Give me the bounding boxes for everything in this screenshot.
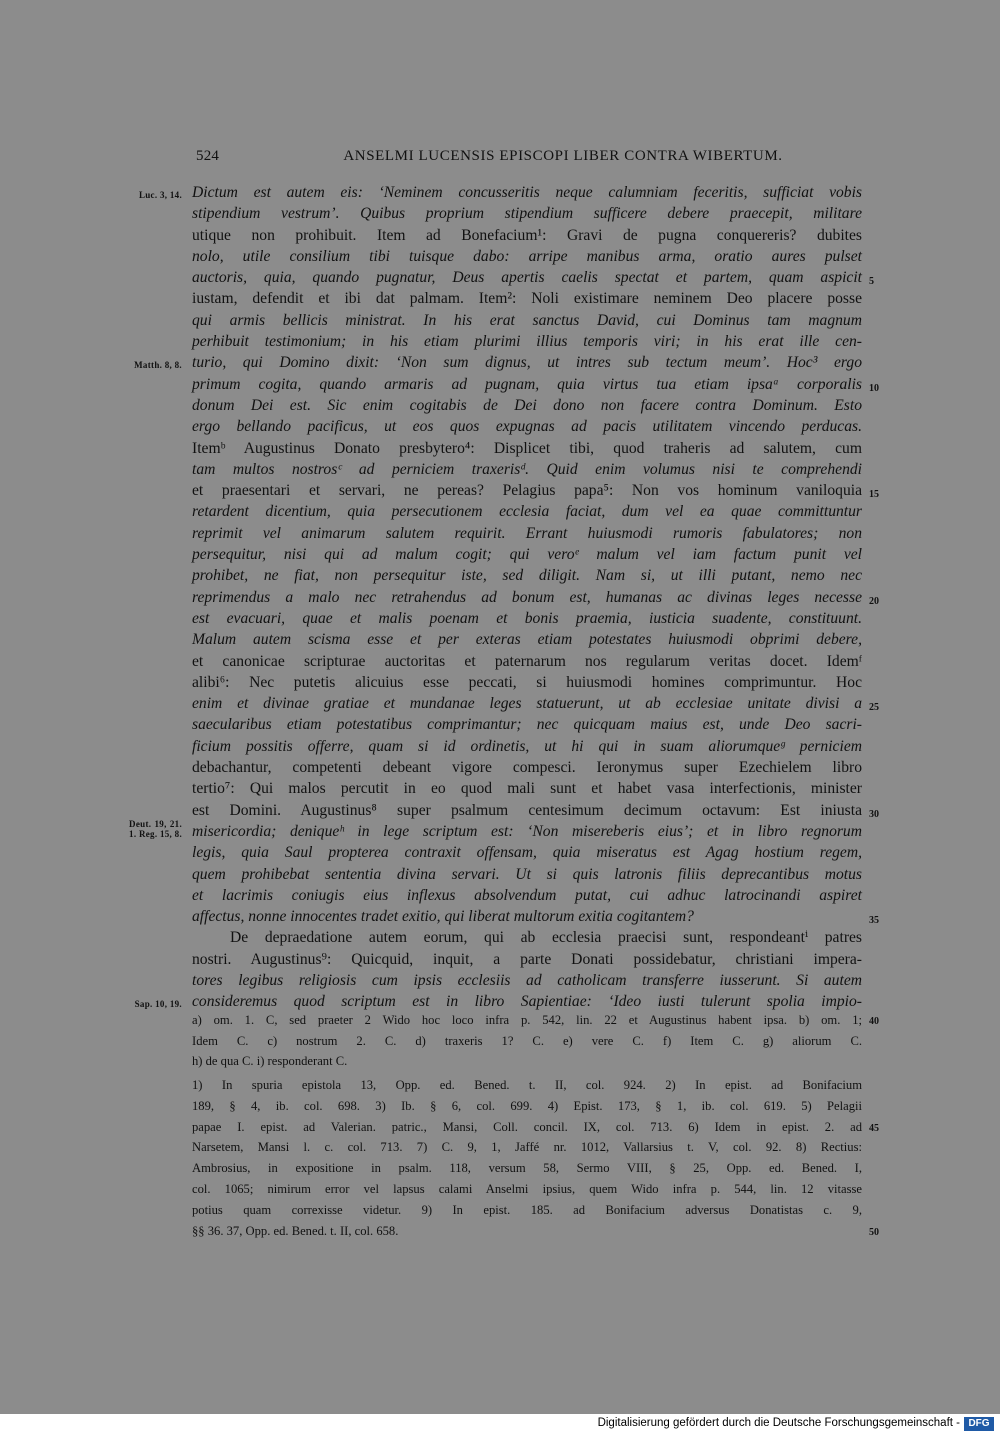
line-number: 40 — [869, 1016, 879, 1027]
line-text: legis, quia Saul propterea contraxit offensam, quia miseratus est Agag hostium regem, — [192, 844, 862, 862]
dfg-logo: DFG — [964, 1417, 994, 1431]
line-text: persequitur, nisi qui ad malum cogit; qui veroᵉ malum vel iam factum punit vel — [192, 546, 862, 564]
critical-apparatus — [192, 1010, 879, 1072]
text-line — [192, 949, 862, 970]
margin-reference — [129, 819, 182, 839]
main-text — [129, 182, 879, 1013]
line-number: 50 — [869, 1226, 879, 1238]
footer-bar — [0, 1414, 1000, 1434]
line-text: ficium possitis offerre, quam si id ordinetis, ut hi qui in suam aliorumqueᵍ perniciem — [192, 737, 862, 755]
page-header — [196, 148, 860, 165]
margin-reference-text: Sap. 10, 19. — [134, 999, 182, 1010]
footnote-line — [192, 1200, 862, 1221]
apparatus-line — [192, 1051, 862, 1072]
line-text: et lacrimis coniugis eius inflexus absolvendum putat, cui adhuc latrocinandi aspiret — [192, 886, 862, 904]
margin-reference-text: Deut. 19, 21. — [129, 818, 182, 829]
text-line — [192, 523, 862, 544]
footnote-line — [192, 1158, 862, 1179]
text-line — [192, 757, 862, 778]
line-text: est evacuari, quae et malis poenam et bonis praemia, iusticia suadente, constituunt. — [192, 609, 862, 627]
footnote-line — [192, 1221, 879, 1242]
footnote-text: col. 1065; nimirum error vel lapsus calami Anselmi ipsius, quem Wido infra p. 544, lin. 12 vitasse — [192, 1181, 862, 1196]
apparatus-text: Idem C. c) nostrum 2. C. d) traxeris 1? C. e) vere C. f) Item C. g) aliorum C. — [192, 1033, 862, 1048]
footnote-text: 1) In spuria epistola 13, Opp. ed. Bened. t. II, col. 924. 2) In epist. ad Bonifacium — [192, 1078, 862, 1092]
text-line — [192, 544, 862, 565]
footnote-line — [192, 1075, 862, 1096]
margin-reference — [134, 355, 182, 376]
text-line — [192, 374, 879, 395]
line-text: tertio⁷: Qui malos percutit in eo quod mali sunt et habet vasa interfectionis, minister — [192, 780, 862, 798]
text-line — [192, 714, 862, 735]
text-line — [192, 693, 879, 714]
line-text: reprimendus a malo nec retrahendus ad bonum est, humanas ac divinas leges necesse — [192, 588, 862, 606]
footnote-text: potius quam correxisse videtur. 9) In epist. 185. ad Bonifacium adversus Donatistas c. 9, — [192, 1202, 862, 1217]
line-number: 15 — [869, 489, 879, 501]
text-line — [192, 288, 862, 309]
text-line — [192, 267, 874, 288]
footnote-line — [192, 1117, 879, 1138]
text-line — [192, 864, 862, 885]
line-text: quem prohibebat sententia divina servari. Ut si quis latronis filiis deprecantibus motus — [192, 865, 862, 883]
line-text: donum Dei est. Sic enim cogitabis de Dei dono non facere contra Dominum. Esto — [192, 396, 862, 414]
margin-reference-text: Luc. 3, 14. — [138, 190, 182, 200]
line-text: perhibuit testimonium; in his etiam plurimi illius temporis viri; in his erat ille cen- — [192, 333, 862, 351]
footnote-text: Ambrosius, in expositione in psalm. 118, versum 58, Sermo VIII, § 25, Opp. ed. Bened. I, — [192, 1161, 862, 1176]
apparatus-text: a) om. 1. C, sed praeter 2 Wido hoc loco infra p. 542, lin. 22 et Augustinus habent ipsa. b) om. 1; — [192, 1013, 862, 1027]
footnote-text: papae I. epist. ad Valerian. patric., Mansi, Coll. concil. IX, col. 713. 6) Idem in epist. 2. ad — [192, 1119, 862, 1134]
line-number: 25 — [869, 702, 879, 714]
text-line — [138, 182, 862, 203]
text-line — [192, 778, 862, 799]
line-text: primum cogita, quando armaris ad pugnam, quia virtus tua etiam ipsaᵃ corporalis — [192, 375, 862, 393]
text-line — [192, 736, 862, 757]
line-text: auctoris, quia, quando pugnatur, Deus apertis caelis spectat et partem, quam aspicit — [192, 269, 862, 287]
text-line — [192, 629, 862, 650]
funding-credit: Digitalisierung gefördert durch die Deutsche Forschungsgemeinschaft - — [597, 1417, 960, 1429]
line-text: turio, qui Domino dixit: ‘Non sum dignus, ut intres sub tectum meum’. Hoc³ ergo — [192, 354, 862, 372]
running-title: ANSELMI LUCENSIS EPISCOPI LIBER CONTRA WIBERTUM. — [343, 148, 783, 164]
text-line — [192, 565, 862, 586]
line-text: alibi⁶: Nec putetis alicuius esse peccati, si huiusmodi homines comprimuntur. Hoc — [192, 673, 862, 691]
text-line — [192, 651, 862, 672]
text-line — [192, 225, 862, 246]
text-line — [192, 885, 862, 906]
text-line — [192, 906, 879, 927]
apparatus-line — [192, 1010, 879, 1031]
line-text: reprimit vel animarum salutem requirit. Errant huiusmodi rumoris fabulatores; non — [192, 524, 862, 542]
line-number: 10 — [869, 382, 879, 394]
line-text: prohibet, ne fiat, non persequitur iste, sed diligit. Nam si, ut illi putant, nemo nec — [192, 567, 862, 585]
line-text: stipendium vestrum’. Quibus proprium stipendium sufficere debere praecepit, militare — [192, 205, 862, 223]
text-line — [192, 800, 879, 821]
line-text: nostri. Augustinus⁹: Quicquid, inquit, a parte Donati possidebatur, christiani impera- — [192, 950, 862, 968]
line-number: 45 — [869, 1122, 879, 1134]
line-text: misericordia; deniqueʰ in lege scriptum est: ‘Non misereberis eius’; et in libro regnorum — [192, 822, 862, 840]
line-text: tam multos nostrosᶜ ad perniciem traxerisᵈ. Quid enim volumus nisi te comprehendi — [192, 460, 862, 478]
line-text: Itemᵇ Augustinus Donato presbytero⁴: Displicet tibi, quod traheris ad salutem, cum — [192, 439, 862, 457]
line-text: De depraedatione autem eorum, qui ab ecclesia praecisi sunt, respondeantⁱ patres — [230, 929, 862, 947]
line-text: nolo, utile consilium tibi tuisque dabo: arripe manibus arma, oratio aures pulset — [192, 247, 862, 265]
line-number: 5 — [869, 276, 874, 288]
margin-reference-text: 1. Reg. 15, 8. — [129, 828, 182, 839]
footnote-text: §§ 36. 37, Opp. ed. Bened. t. II, col. 658. — [192, 1223, 399, 1238]
line-text: est Domini. Augustinus⁸ super psalmum centesimum decimum octavum: Est iniusta — [192, 801, 862, 819]
line-text: enim et divinae gratiae et mundanae leges statuerunt, ut ab ecclesiae unitate divisi a — [192, 695, 862, 713]
margin-reference-text: Matth. 8, 8. — [134, 360, 182, 371]
line-text: ergo bellando pacificus, ut eos quos expugnas ad pacis utilitatem vincendo perducas. — [192, 418, 862, 436]
line-text: tores legibus religiosis cum ipsis ecclesiis ad catholicam transferre iusserunt. Si autem — [192, 971, 862, 989]
text-line — [192, 416, 862, 437]
text-line — [192, 842, 862, 863]
line-number: 20 — [869, 595, 879, 607]
text-line — [192, 203, 862, 224]
text-line — [192, 310, 862, 331]
text-line — [192, 459, 862, 480]
line-text: Malum autem scisma esse et per exteras etiam potestates huiusmodi obprimi debere, — [192, 631, 862, 649]
text-line — [192, 672, 862, 693]
text-line — [192, 331, 862, 352]
apparatus-line — [192, 1031, 862, 1052]
line-number: 30 — [869, 808, 879, 820]
source-notes — [192, 1075, 879, 1241]
line-text: et praesentari et servari, ne pereas? Pelagius papa⁵: Non vos hominum vaniloquia — [192, 482, 862, 500]
footnote-text: 189, § 4, ib. col. 698. 3) Ib. § 6, col. 699. 4) Epist. 173, § 1, ib. col. 619. 5) Pelagii — [192, 1098, 862, 1113]
line-text: debachantur, competenti debeant vigore compesci. Ieronymus super Ezechielem libro — [192, 759, 862, 777]
text-line — [192, 438, 862, 459]
line-text: affectus, nonne innocentes tradet exitio, qui liberat multorum exitia cogitantem? — [192, 908, 694, 926]
line-text: saecularibus etiam potestatibus comprimantur; nec quicquam maius est, unde Deo sacri- — [192, 716, 862, 734]
text-line — [129, 818, 862, 842]
text-line — [192, 970, 862, 991]
footnote-line — [192, 1137, 862, 1158]
line-text: Dictum est autem eis: ‘Neminem concusseritis neque calumniam feceritis, sufficiat vobis — [192, 184, 862, 201]
line-text: et canonicae scripturae auctoritas et paternarum nos regularum veritas docet. Idemᶠ — [192, 652, 862, 670]
text-line — [192, 480, 879, 501]
line-text: consideremus quod scriptum est in libro Sapientiae: ‘Ideo iusti tulerunt spolia impio- — [192, 993, 862, 1011]
footnote-text: Narsetem, Mansi l. c. col. 713. 7) C. 9, 1, Jaffé nr. 1012, Vallarsius t. V, col. 92. 8) Rectius: — [192, 1140, 862, 1155]
text-line — [192, 927, 862, 948]
margin-reference — [135, 994, 182, 1015]
line-text: utique non prohibuit. Item ad Bonefacium¹: Gravi de pugna conquereris? dubites — [192, 226, 862, 244]
text-line — [192, 608, 862, 629]
apparatus-text: h) de qua C. i) responderant C. — [192, 1054, 348, 1068]
text-line — [192, 587, 879, 608]
line-number: 35 — [869, 915, 879, 927]
footnote-line — [192, 1179, 862, 1200]
text-line — [192, 501, 862, 522]
footnote-line — [192, 1096, 862, 1117]
page-number: 524 — [196, 148, 220, 164]
line-text: retardent dicentium, quia persecutionem ecclesia faciat, dum vel ea quae committuntur — [192, 503, 862, 521]
text-line — [134, 352, 862, 373]
line-text: iustam, defendit et ibi dat palmam. Item²: Noli existimare neminem Deo placere posse — [192, 290, 862, 308]
line-text: qui armis bellicis ministrat. In his erat sanctus David, cui Dominus tam magnum — [192, 311, 862, 329]
margin-reference — [139, 185, 182, 206]
text-line — [192, 246, 862, 267]
text-line — [192, 395, 862, 416]
